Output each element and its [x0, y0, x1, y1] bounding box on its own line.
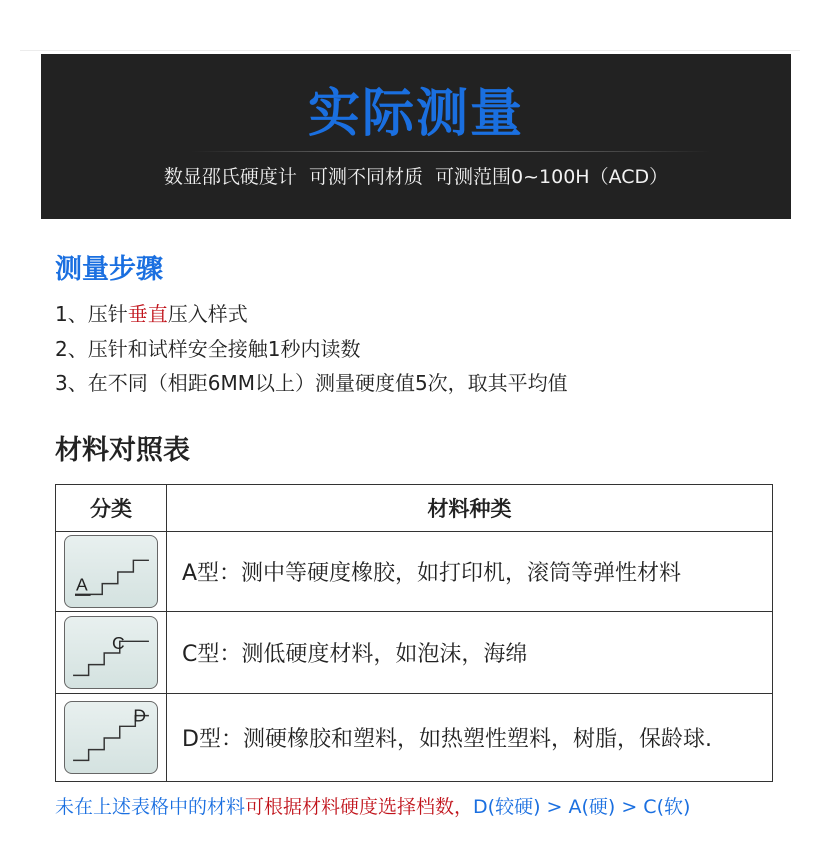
material-desc: C型：测低硬度材料，如泡沫，海绵 [167, 612, 773, 694]
step-item-3: 3、在不同（相距6MM以上）测量硬度值5次，取其平均值 [55, 371, 568, 395]
type-c-letter: C [111, 633, 125, 654]
note-part-1: 未在上述表格中的材料 [55, 796, 246, 818]
banner-divider [191, 151, 711, 152]
materials-table [55, 484, 773, 782]
steps-list [55, 297, 568, 401]
durometer-type-c-icon [64, 616, 158, 689]
top-divider [20, 50, 800, 51]
material-desc: A型：测中等硬度橡胶，如打印机，滚筒等弹性材料 [167, 532, 773, 612]
hero-banner [41, 54, 791, 219]
header-category: 分类 [56, 485, 167, 532]
type-a-letter: A [75, 574, 88, 595]
durometer-type-d-icon [64, 701, 158, 774]
category-cell [56, 694, 167, 782]
note-part-2: 可根据材料硬度选择档数， [245, 796, 474, 818]
banner-subtitle: 数显邵氏硬度计 可测不同材质 可测范围0~100H（ACD） [163, 166, 669, 188]
category-cell [56, 532, 167, 612]
step-1-highlight: 垂直 [127, 302, 168, 326]
table-row [56, 532, 773, 612]
durometer-type-a-icon [64, 535, 158, 608]
table-header-row [56, 485, 773, 532]
step-item-1 [55, 297, 568, 332]
type-d-letter: D [133, 705, 147, 726]
steps-heading: 测量步骤 [55, 254, 163, 285]
header-material-type: 材料种类 [167, 485, 773, 532]
note-part-3: D(较硬) > A(硬) > C(软) [473, 796, 691, 818]
step-1-suffix: 压入样式 [167, 302, 248, 326]
material-desc: D型：测硬橡胶和塑料，如热塑性塑料，树脂，保龄球. [167, 694, 773, 782]
selection-note [55, 792, 690, 822]
table-row [56, 612, 773, 694]
step-item-2: 2、压针和试样安全接触1秒内读数 [55, 336, 361, 361]
table-row [56, 694, 773, 782]
step-1-prefix: 1、压针 [55, 302, 128, 326]
materials-heading: 材料对照表 [55, 435, 190, 466]
category-cell [56, 612, 167, 694]
banner-title: 实际测量 [307, 84, 524, 144]
